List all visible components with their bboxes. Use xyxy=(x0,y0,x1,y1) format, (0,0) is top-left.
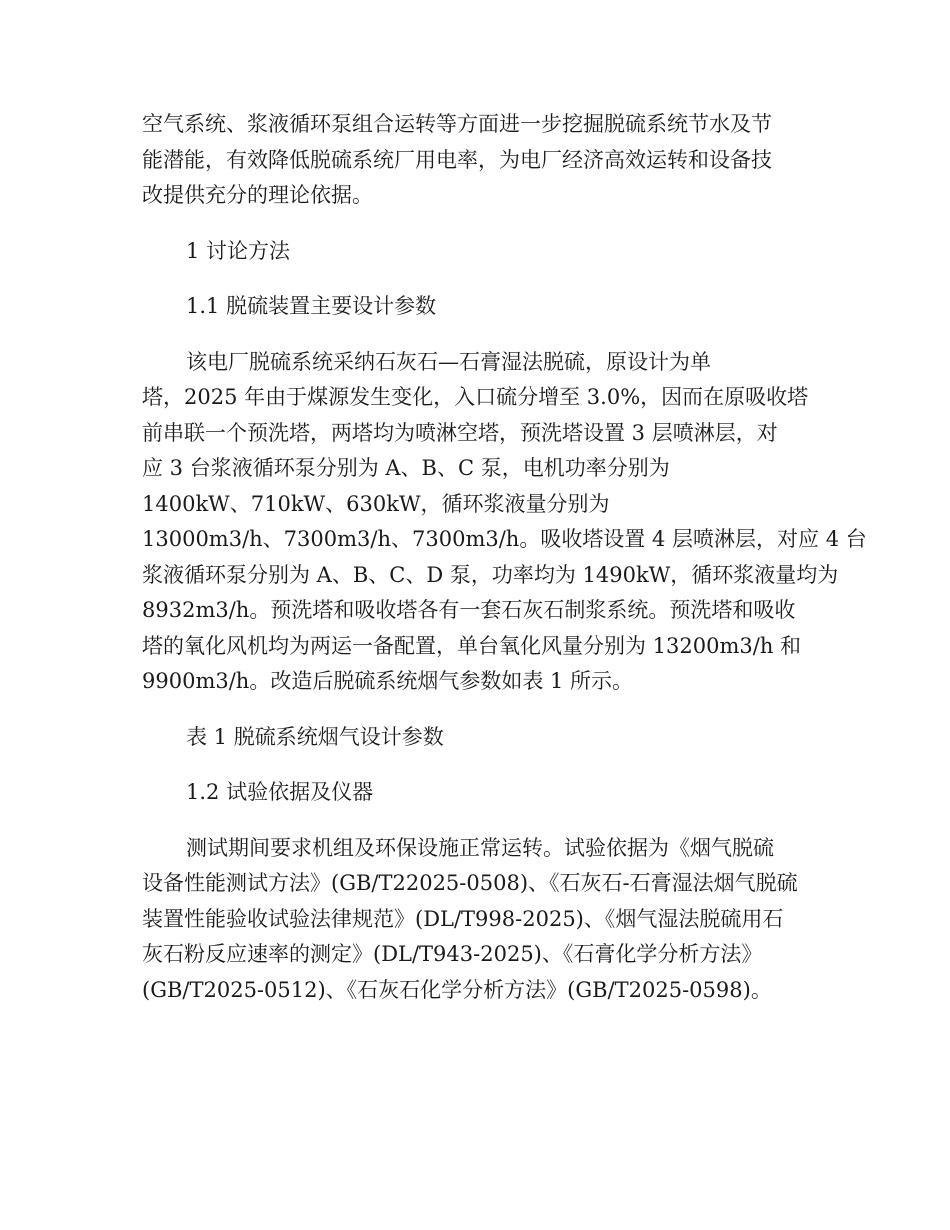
text-line: 13000m3/h、7300m3/h、7300m3/h。吸收塔设置 4 层喷淋层，对应 4 台 xyxy=(142,527,867,551)
text-line: 空气系统、浆液循环泵组合运转等方面进一步挖掘脱硫系统节水及节 xyxy=(142,112,772,136)
text-line: 该电厂脱硫系统采纳石灰石—石膏湿法脱硫，原设计为单 xyxy=(186,349,711,374)
text-line: 装置性能验收试验法律规范》(DL/T998-2025)、《烟气湿法脱硫用石 xyxy=(142,906,784,931)
text-line: 塔的氧化风机均为两运一备配置，单台氧化风量分别为 13200m3/h 和 xyxy=(142,633,802,658)
text-line: 浆液循环泵分别为 A、B、C、D 泵，功率均为 1490kW，循环浆液量均为 xyxy=(142,562,839,587)
section-1-1-heading: 1.1 脱硫装置主要设计参数 xyxy=(186,294,437,318)
text-line: 塔，2025 年由于煤源发生变化，入口硫分增至 3.0%，因而在原吸收塔 xyxy=(142,385,809,409)
text-line: 灰石粉反应速率的测定》(DL/T943-2025)、《石膏化学分析方法》 xyxy=(142,942,763,966)
text-line: 应 3 台浆液循环泵分别为 A、B、C 泵，电机功率分别为 xyxy=(142,456,670,480)
text-line: 1400kW、710kW、630kW，循环浆液量分别为 xyxy=(142,491,610,516)
section-1-heading: 1 讨论方法 xyxy=(186,238,291,263)
document-body xyxy=(142,107,867,1008)
text-line: 前串联一个预洗塔，两塔均为喷淋空塔，预洗塔设置 3 层喷淋层，对 xyxy=(142,420,778,445)
section-1-2-paragraph xyxy=(142,831,808,1009)
text-line: 8932m3/h。预洗塔和吸收塔各有一套石灰石制浆系统。预洗塔和吸收 xyxy=(142,598,796,622)
table-1-caption: 表 1 脱硫系统烟气设计参数 xyxy=(186,724,444,749)
text-line: 测试期间要求机组及环保设施正常运转。试验依据为《烟气脱硫 xyxy=(186,835,774,860)
text-line: 设备性能测试方法》(GB/T22025-0508)、《石灰石-石膏湿法烟气脱硫 xyxy=(142,871,798,895)
section-1-1-paragraph xyxy=(142,345,867,700)
text-line: 改提供充分的理论依据。 xyxy=(142,183,373,207)
text-line: (GB/T2025-0512)、《石灰石化学分析方法》(GB/T2025-0598)。 xyxy=(142,977,772,1002)
section-1-2-heading: 1.2 试验依据及仪器 xyxy=(186,780,374,804)
text-line: 9900m3/h。改造后脱硫系统烟气参数如表 1 所示。 xyxy=(142,669,634,693)
text-line: 能潜能，有效降低脱硫系统厂用电率，为电厂经济高效运转和设备技 xyxy=(142,147,772,172)
intro-paragraph xyxy=(142,107,808,214)
